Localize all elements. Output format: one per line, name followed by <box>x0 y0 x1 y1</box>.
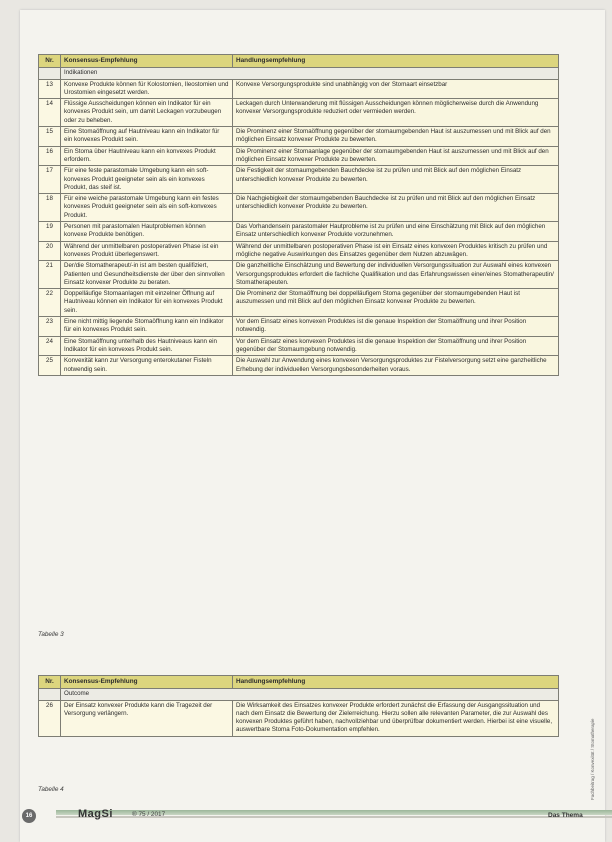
row-number: 17 <box>39 166 61 194</box>
header-nr: Nr. <box>39 676 61 689</box>
table-row <box>39 222 559 242</box>
handlung-cell: Die Prominenz einer Stomaöffnung gegenüber der stomaumgebenden Haut ist auszumessen und mit Blick auf den möglichen Einsatz konvexer Produkte zu bewerten. <box>233 127 559 147</box>
table-row <box>39 99 559 127</box>
konsensus-cell: Konvexe Produkte können für Kolostomien, Ileostomien und Urostomien eingesetzt werden. <box>61 79 233 99</box>
handlung-cell: Die Prominenz einer Stomaanlage gegenüber der stomaumgebenden Haut ist auszumessen und mit Blick auf den möglichen Einsatz konvexer Produkte zu bewerten. <box>233 146 559 166</box>
handlung-cell: Die Festigkeit der stomaumgebenden Bauchdecke ist zu prüfen und mit Blick auf den möglichen Einsatz unterschiedlich konvexer Produkte zu bewerten. <box>233 166 559 194</box>
konsensus-cell: Eine nicht mittig liegende Stomaöffnung kann ein Indikator für ein konvexes Produkt sein. <box>61 317 233 337</box>
table-row <box>39 146 559 166</box>
issue-number: ® 75 / 2017 <box>132 811 166 818</box>
row-number: 13 <box>39 79 61 99</box>
handlung-cell: Die Auswahl zur Anwendung eines konvexen Versorgungsproduktes zur Fistelversorgung setzt eine ganzheitliche Erhebung der individuellen Versorgungsbesonderheiten voraus. <box>233 356 559 376</box>
table-header-row <box>39 676 559 689</box>
side-credit: Fachbeitrag / Konvexität / Stomatherapie <box>590 718 595 800</box>
header-handlung: Handlungsempfehlung <box>233 55 559 68</box>
handlung-cell: Das Vorhandensein parastomaler Hautprobleme ist zu prüfen und eine Einschätzung mit Blick auf den möglichen Einsatz unterschiedlich konvexer Produkte vorzunehmen. <box>233 222 559 242</box>
handlung-cell: Während der unmittelbaren postoperativen Phase ist ein Einsatz eines konvexen Produktes kritisch zu prüfen und mögliche negative Auswirkungen des Einsatzes gegenüber dem Nutzen abzuwägen. <box>233 241 559 261</box>
handlung-cell: Die Wirksamkeit des Einsatzes konvexer Produkte erfordert zunächst die Erfassung der Ausgangssituation und nach dem Einsatz die Bewertung der Zielerreichung. Hierzu sollen alle relevanten Parameter, die zur Auswahl des konvexen Produktes geführt haben, nachvollziehbar und überprüfbar dokumentiert werden. Hierbei ist eine visuelle, auswertbare Stoma Foto-Dokumentation empfehlen. <box>233 700 559 736</box>
konsensus-cell: Für eine weiche parastomale Umgebung kann ein festes konvexes Produkt geeigneter sein als ein soft-konvexes Produkt. <box>61 194 233 222</box>
row-number: 20 <box>39 241 61 261</box>
handlung-cell: Die ganzheitliche Einschätzung und Bewertung der individuellen Versorgungssituation zur Auswahl eines konvexen Versorgungsproduktes erfordert die fachliche Qualifikation und das Erfahrungswissen einer/eines Stomatherapeutin/ Stomatherapeuten. <box>233 261 559 289</box>
table-row <box>39 356 559 376</box>
konsensus-cell: Eine Stomaöffnung auf Hautniveau kann ein Indikator für ein konvexes Produkt sein. <box>61 127 233 147</box>
table-row <box>39 336 559 356</box>
row-number: 24 <box>39 336 61 356</box>
table-row <box>39 166 559 194</box>
konsensus-cell: Während der unmittelbaren postoperativen Phase ist ein konvexes Produkt überlegenswert. <box>61 241 233 261</box>
row-number: 21 <box>39 261 61 289</box>
row-number: 26 <box>39 700 61 736</box>
row-number: 18 <box>39 194 61 222</box>
page-number: 16 <box>22 809 36 823</box>
row-number: 16 <box>39 146 61 166</box>
section-row <box>39 68 559 79</box>
section-row <box>39 689 559 700</box>
table-row <box>39 317 559 337</box>
section-name: Das Thema <box>548 812 583 819</box>
page-footer <box>0 804 612 828</box>
konsensus-cell: Personen mit parastomalen Hautproblemen können konvexe Produkte benötigen. <box>61 222 233 242</box>
handlung-cell: Die Nachgiebigkeit der stomaumgebenden Bauchdecke ist zu prüfen und mit Blick auf den möglichen Einsatz unterschiedlich konvexer Produkte zu bewerten. <box>233 194 559 222</box>
row-number: 25 <box>39 356 61 376</box>
table-row <box>39 700 559 736</box>
table-row <box>39 127 559 147</box>
header-handlung: Handlungsempfehlung <box>233 676 559 689</box>
table-row <box>39 79 559 99</box>
handlung-cell: Vor dem Einsatz eines konvexen Produktes ist die genaue Inspektion der Stomaöffnung und ihrer Position notwendig. <box>233 317 559 337</box>
konsensus-cell: Der Einsatz konvexer Produkte kann die Tragezeit der Versorgung verlängern. <box>61 700 233 736</box>
header-konsensus: Konsensus-Empfehlung <box>61 676 233 689</box>
konsensus-cell: Für eine feste parastomale Umgebung kann ein soft-konvexes Produkt geeigneter sein als ein konvexes Produkt, das steif ist. <box>61 166 233 194</box>
konsensus-cell: Ein Stoma über Hautniveau kann ein konvexes Produkt erfordern. <box>61 146 233 166</box>
table-row <box>39 194 559 222</box>
handlung-cell: Leckagen durch Unterwanderung mit flüssigen Ausscheidungen können möglicherweise durch die Anwendung konvexer Versorgungsprodukte reduziert oder vermieden werden. <box>233 99 559 127</box>
row-number: 19 <box>39 222 61 242</box>
konsensus-cell: Doppelläufige Stomaanlagen mit einzelner Öffnung auf Hautniveau können ein Indikator für ein konvexes Produkt sein. <box>61 289 233 317</box>
table-row <box>39 289 559 317</box>
handlung-cell: Vor dem Einsatz eines konvexen Produktes ist die genaue Inspektion der Stomaöffnung und ihrer Position gegenüber der Stomaumgebung notwendig. <box>233 336 559 356</box>
konsensus-cell: Eine Stomaöffnung unterhalb des Hautniveaus kann ein Indikator für ein konvexes Produkt sein. <box>61 336 233 356</box>
table-row <box>39 241 559 261</box>
consensus-table-3 <box>38 54 559 376</box>
table-row <box>39 261 559 289</box>
section-label: Outcome <box>61 689 559 700</box>
row-number: 15 <box>39 127 61 147</box>
handlung-cell: Die Prominenz der Stomaöffnung bei doppelläufigem Stoma gegenüber der stomaumgebenden Haut ist auszumessen und mit Blick auf den möglichen Einsatz konvexer Produkte zu bewerten. <box>233 289 559 317</box>
table-caption: Tabelle 3 <box>38 631 64 638</box>
section-label: Indikationen <box>61 68 559 79</box>
consensus-table-4 <box>38 675 559 737</box>
table-header-row <box>39 55 559 68</box>
row-number: 23 <box>39 317 61 337</box>
konsensus-cell: Der/die Stomatherapeut/-in ist am besten qualifiziert, Patienten und Gesundheitsdienste der über den sinnvollen Einsatz konvexer Produkte zu beraten. <box>61 261 233 289</box>
table-caption: Tabelle 4 <box>38 786 64 793</box>
handlung-cell: Konvexe Versorgungsprodukte sind unabhängig von der Stomaart einsetzbar <box>233 79 559 99</box>
row-number: 22 <box>39 289 61 317</box>
header-konsensus: Konsensus-Empfehlung <box>61 55 233 68</box>
konsensus-cell: Konvexität kann zur Versorgung enterokutaner Fisteln notwendig sein. <box>61 356 233 376</box>
magazine-name: MagSi <box>78 808 113 820</box>
row-number: 14 <box>39 99 61 127</box>
konsensus-cell: Flüssige Ausscheidungen können ein Indikator für ein konvexes Produkt sein, um damit Leckagen vorzubeugen oder zu beheben. <box>61 99 233 127</box>
header-nr: Nr. <box>39 55 61 68</box>
